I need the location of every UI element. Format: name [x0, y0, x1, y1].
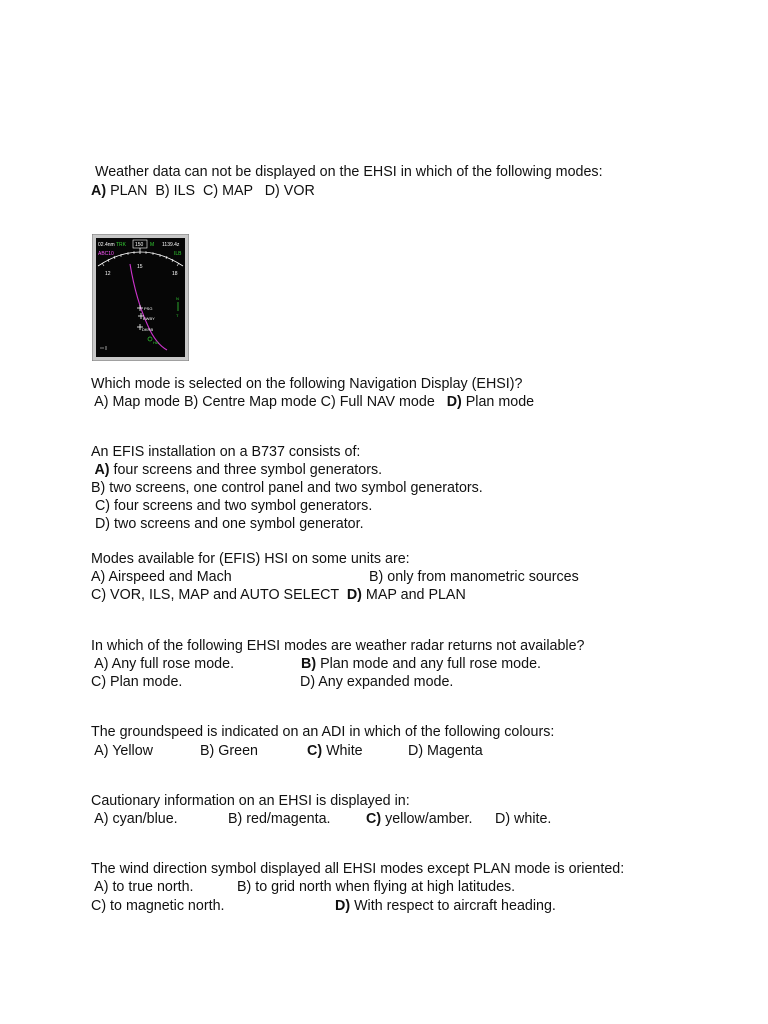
answer-marker: B)	[301, 656, 317, 672]
fig-label: DKRB	[142, 327, 154, 332]
option-text: PLAN B) ILS C) MAP D) VOR	[106, 183, 315, 199]
question-3-stem: An EFIS installation on a B737 consists of:	[91, 444, 361, 460]
option-text: Plan mode	[461, 394, 535, 410]
question-8-stem: The wind direction symbol displayed all EHSI modes except PLAN mode is oriented:	[91, 861, 625, 877]
fig-label: ILB	[174, 251, 182, 257]
question-3-option-c: C) four screens and two symbol generators.	[91, 498, 373, 514]
question-5-option-a: A) Any full rose mode.	[91, 656, 235, 672]
question-2-options	[91, 394, 534, 411]
fig-label: M	[150, 242, 155, 248]
question-4-option-b: B) only from manometric sources	[369, 569, 579, 585]
question-3-option-a	[91, 462, 382, 479]
question-6-option-a: A) Yellow	[91, 743, 153, 759]
fig-label: 02.4nm	[98, 242, 115, 248]
question-2-stem: Which mode is selected on the following Navigation Display (EHSI)?	[91, 376, 523, 392]
question-8-option-a: A) to true north.	[91, 879, 194, 895]
question-5-option-d: D) Any expanded mode.	[300, 674, 454, 690]
option-text: C) VOR, ILS, MAP and AUTO SELECT	[91, 587, 347, 603]
option-text: White	[322, 743, 363, 759]
fig-label: PSG	[144, 306, 153, 311]
ehsi-navigation-display-image	[92, 234, 189, 361]
question-6-option-c	[307, 743, 363, 760]
answer-marker: A)	[91, 183, 107, 199]
answer-marker: D)	[446, 394, 462, 410]
question-6-stem: The groundspeed is indicated on an ADI in which of the following colours:	[91, 724, 555, 740]
fig-label: 15	[137, 264, 143, 270]
question-7-option-a: A) cyan/blue.	[91, 811, 178, 827]
question-5-option-b	[301, 656, 541, 673]
question-4-stem: Modes available for (EFIS) HSI on some units are:	[91, 551, 410, 567]
question-5-stem: In which of the following EHSI modes are weather radar returns not available?	[91, 638, 585, 654]
option-text: yellow/amber.	[381, 811, 473, 827]
question-7-option-d: D) white.	[495, 811, 552, 827]
question-3-option-b: B) two screens, one control panel and two symbol generators.	[91, 480, 483, 496]
fig-label: ABC10	[98, 251, 114, 257]
question-3-option-d: D) two screens and one symbol generator.	[91, 516, 364, 532]
answer-marker: C)	[366, 811, 382, 827]
fig-label: 12	[105, 271, 111, 277]
fig-label: HA	[153, 340, 159, 345]
question-4-option-cd	[91, 587, 466, 604]
answer-marker: D)	[346, 587, 362, 603]
answer-marker: D)	[335, 898, 351, 914]
fig-label: 1139.4z	[162, 242, 180, 248]
question-8-option-d	[335, 898, 556, 915]
option-text: MAP and PLAN	[361, 587, 466, 603]
fig-label: TRK	[116, 242, 126, 248]
question-8-option-c: C) to magnetic north.	[91, 898, 225, 914]
fig-label: 18	[172, 271, 178, 277]
question-8-option-b: B) to grid north when flying at high latitudes.	[237, 879, 516, 895]
question-4-option-a: A) Airspeed and Mach	[91, 569, 232, 585]
question-1-stem: Weather data can not be displayed on the EHSI in which of the following modes:	[91, 164, 603, 180]
question-5-option-c: C) Plan mode.	[91, 674, 183, 690]
option-text: With respect to aircraft heading.	[350, 898, 556, 914]
question-7-option-c	[366, 811, 472, 828]
question-1-options	[91, 183, 315, 200]
question-7-stem: Cautionary information on an EHSI is displayed in:	[91, 793, 410, 809]
option-text: A) Map mode B) Centre Map mode C) Full NAV mode	[91, 394, 447, 410]
question-7-option-b: B) red/magenta.	[228, 811, 331, 827]
fig-label: N	[176, 296, 179, 301]
option-text: Plan mode and any full rose mode.	[316, 656, 542, 672]
question-6-option-d: D) Magenta	[408, 743, 483, 759]
answer-marker: A)	[91, 462, 110, 478]
fig-label: BWBY	[143, 316, 155, 321]
fig-label: T	[176, 313, 179, 318]
answer-marker: C)	[307, 743, 323, 759]
question-6-option-b: B) Green	[200, 743, 259, 759]
fig-label: 150	[135, 242, 144, 248]
option-text: four screens and three symbol generators.	[109, 462, 383, 478]
